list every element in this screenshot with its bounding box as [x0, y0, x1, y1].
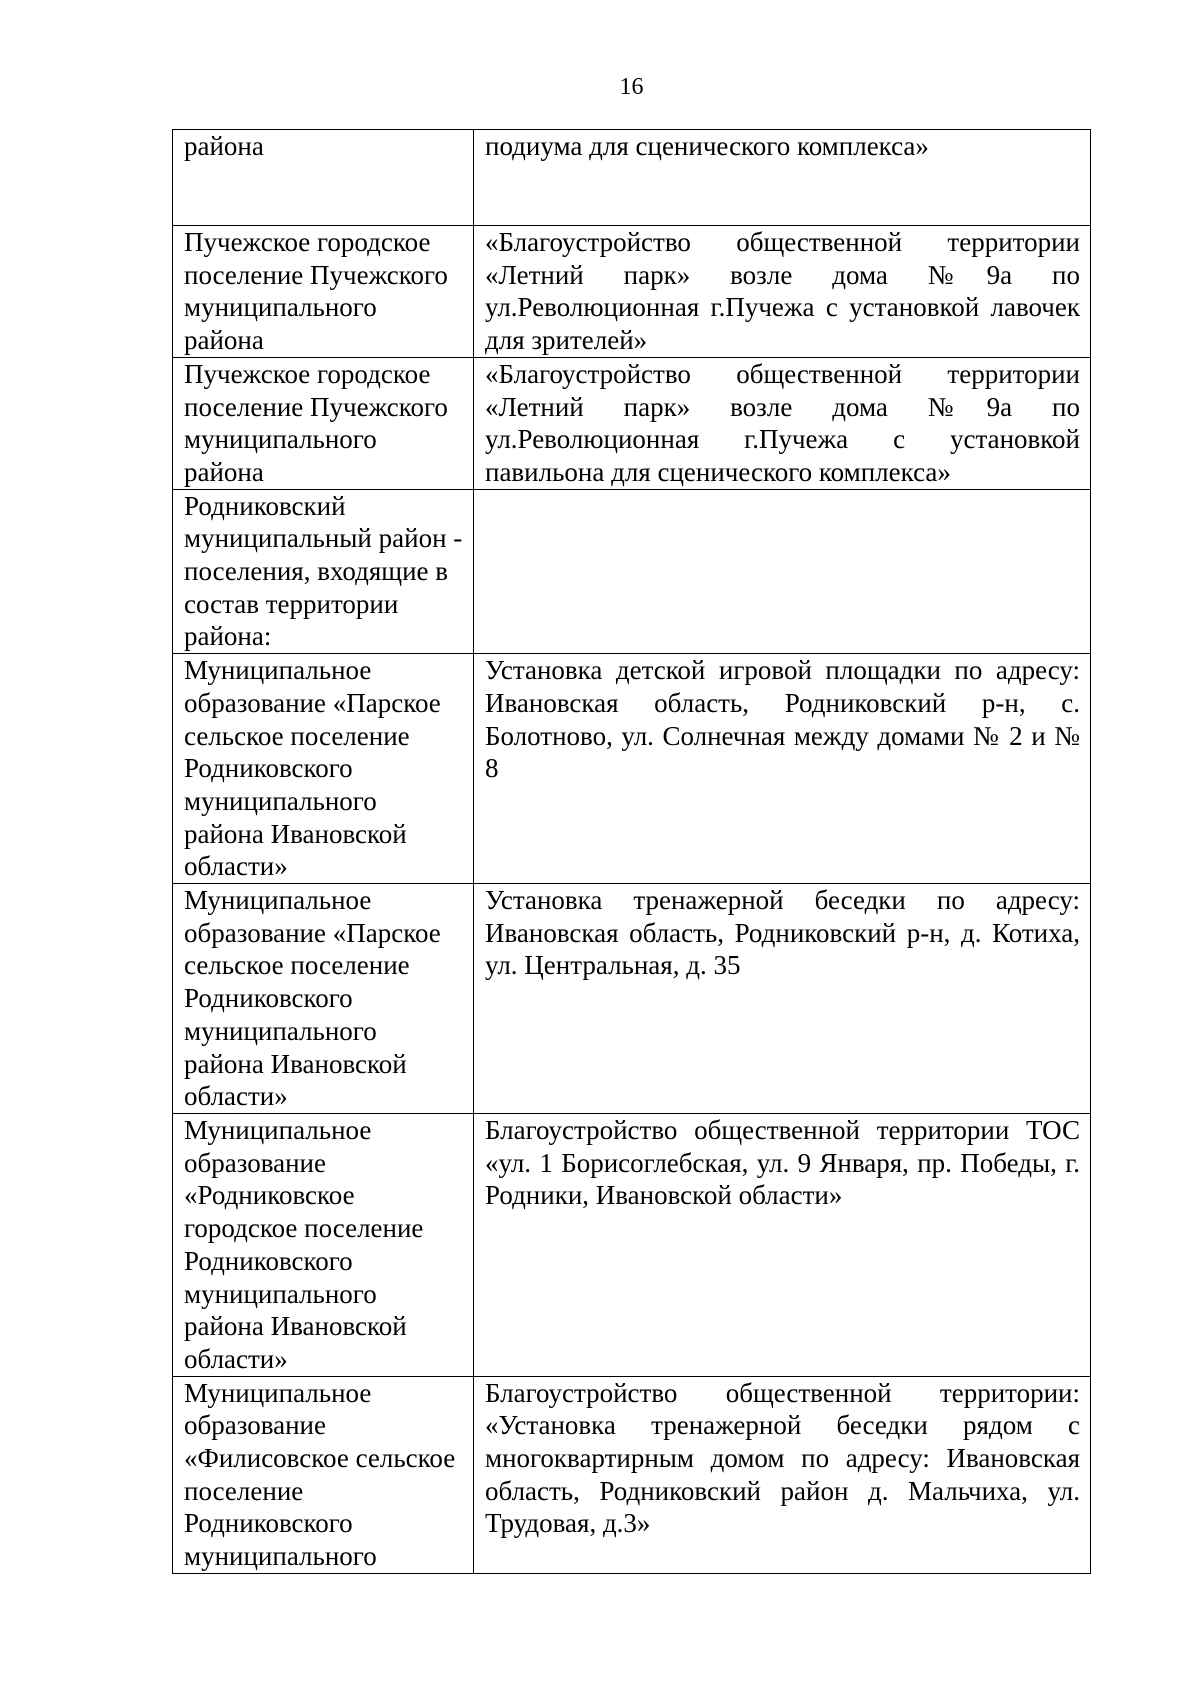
project-cell: Установка тренажерной беседки по адресу: Ивановская область, Родниковский р-н, д. Котиха, ул. Центральная, д. 35 [474, 884, 1091, 1114]
page-number: 16 [619, 74, 644, 100]
project-cell: Благоустройство общественной территории ТОС «ул. 1 Борисоглебская, ул. 9 Января, пр. Победы, г. Родники, Ивановской области» [474, 1113, 1091, 1376]
table-row [173, 357, 1091, 489]
table-row [173, 884, 1091, 1114]
table-row [173, 654, 1091, 884]
municipality-cell: Пучежское городское поселение Пучежского муниципального района [173, 226, 474, 358]
municipal-projects-table [172, 129, 1091, 1574]
municipality-cell: Муниципальное образование «Парское сельское поселение Родниковского муниципального района Ивановской области» [173, 654, 474, 884]
project-cell: подиума для сценического комплекса» [474, 130, 1091, 226]
project-cell: «Благоустройство общественной территории «Летний парк» возле дома №9а по ул.Революционная г.Пучежа с установкой павильона для сценического комплекса» [474, 357, 1091, 489]
municipality-cell: Муниципальное образование «Парское сельское поселение Родниковского муниципального района Ивановской области» [173, 884, 474, 1114]
table-row [173, 489, 1091, 654]
municipality-cell: Родниковский муниципальный район - поселения, входящие в состав территории района: [173, 489, 474, 654]
project-cell: Благоустройство общественной территории: «Установка тренажерной беседки рядом с многоквартирным домом по адресу: Ивановская область, Родниковский район д. Мальчиха, ул. Трудовая, д.3» [474, 1376, 1091, 1573]
municipality-cell: района [173, 130, 474, 226]
municipality-cell: Муниципальное образование «Родниковское городское поселение Родниковского муниципального района Ивановской области» [173, 1113, 474, 1376]
project-cell: Установка детской игровой площадки по адресу: Ивановская область, Родниковский р-н, с. Болотново, ул. Солнечная между домами № 2 и № 8 [474, 654, 1091, 884]
table-row [173, 1113, 1091, 1376]
project-cell [474, 489, 1091, 654]
table-row [173, 226, 1091, 358]
table-row [173, 1376, 1091, 1573]
municipality-cell: Муниципальное образование «Филисовское сельское поселение Родниковского муниципального [173, 1376, 474, 1573]
project-cell: «Благоустройство общественной территории «Летний парк» возле дома №9а по ул.Революционная г.Пучежа с установкой лавочек для зрителей» [474, 226, 1091, 358]
municipality-cell: Пучежское городское поселение Пучежского муниципального района [173, 357, 474, 489]
table-row [173, 130, 1091, 226]
